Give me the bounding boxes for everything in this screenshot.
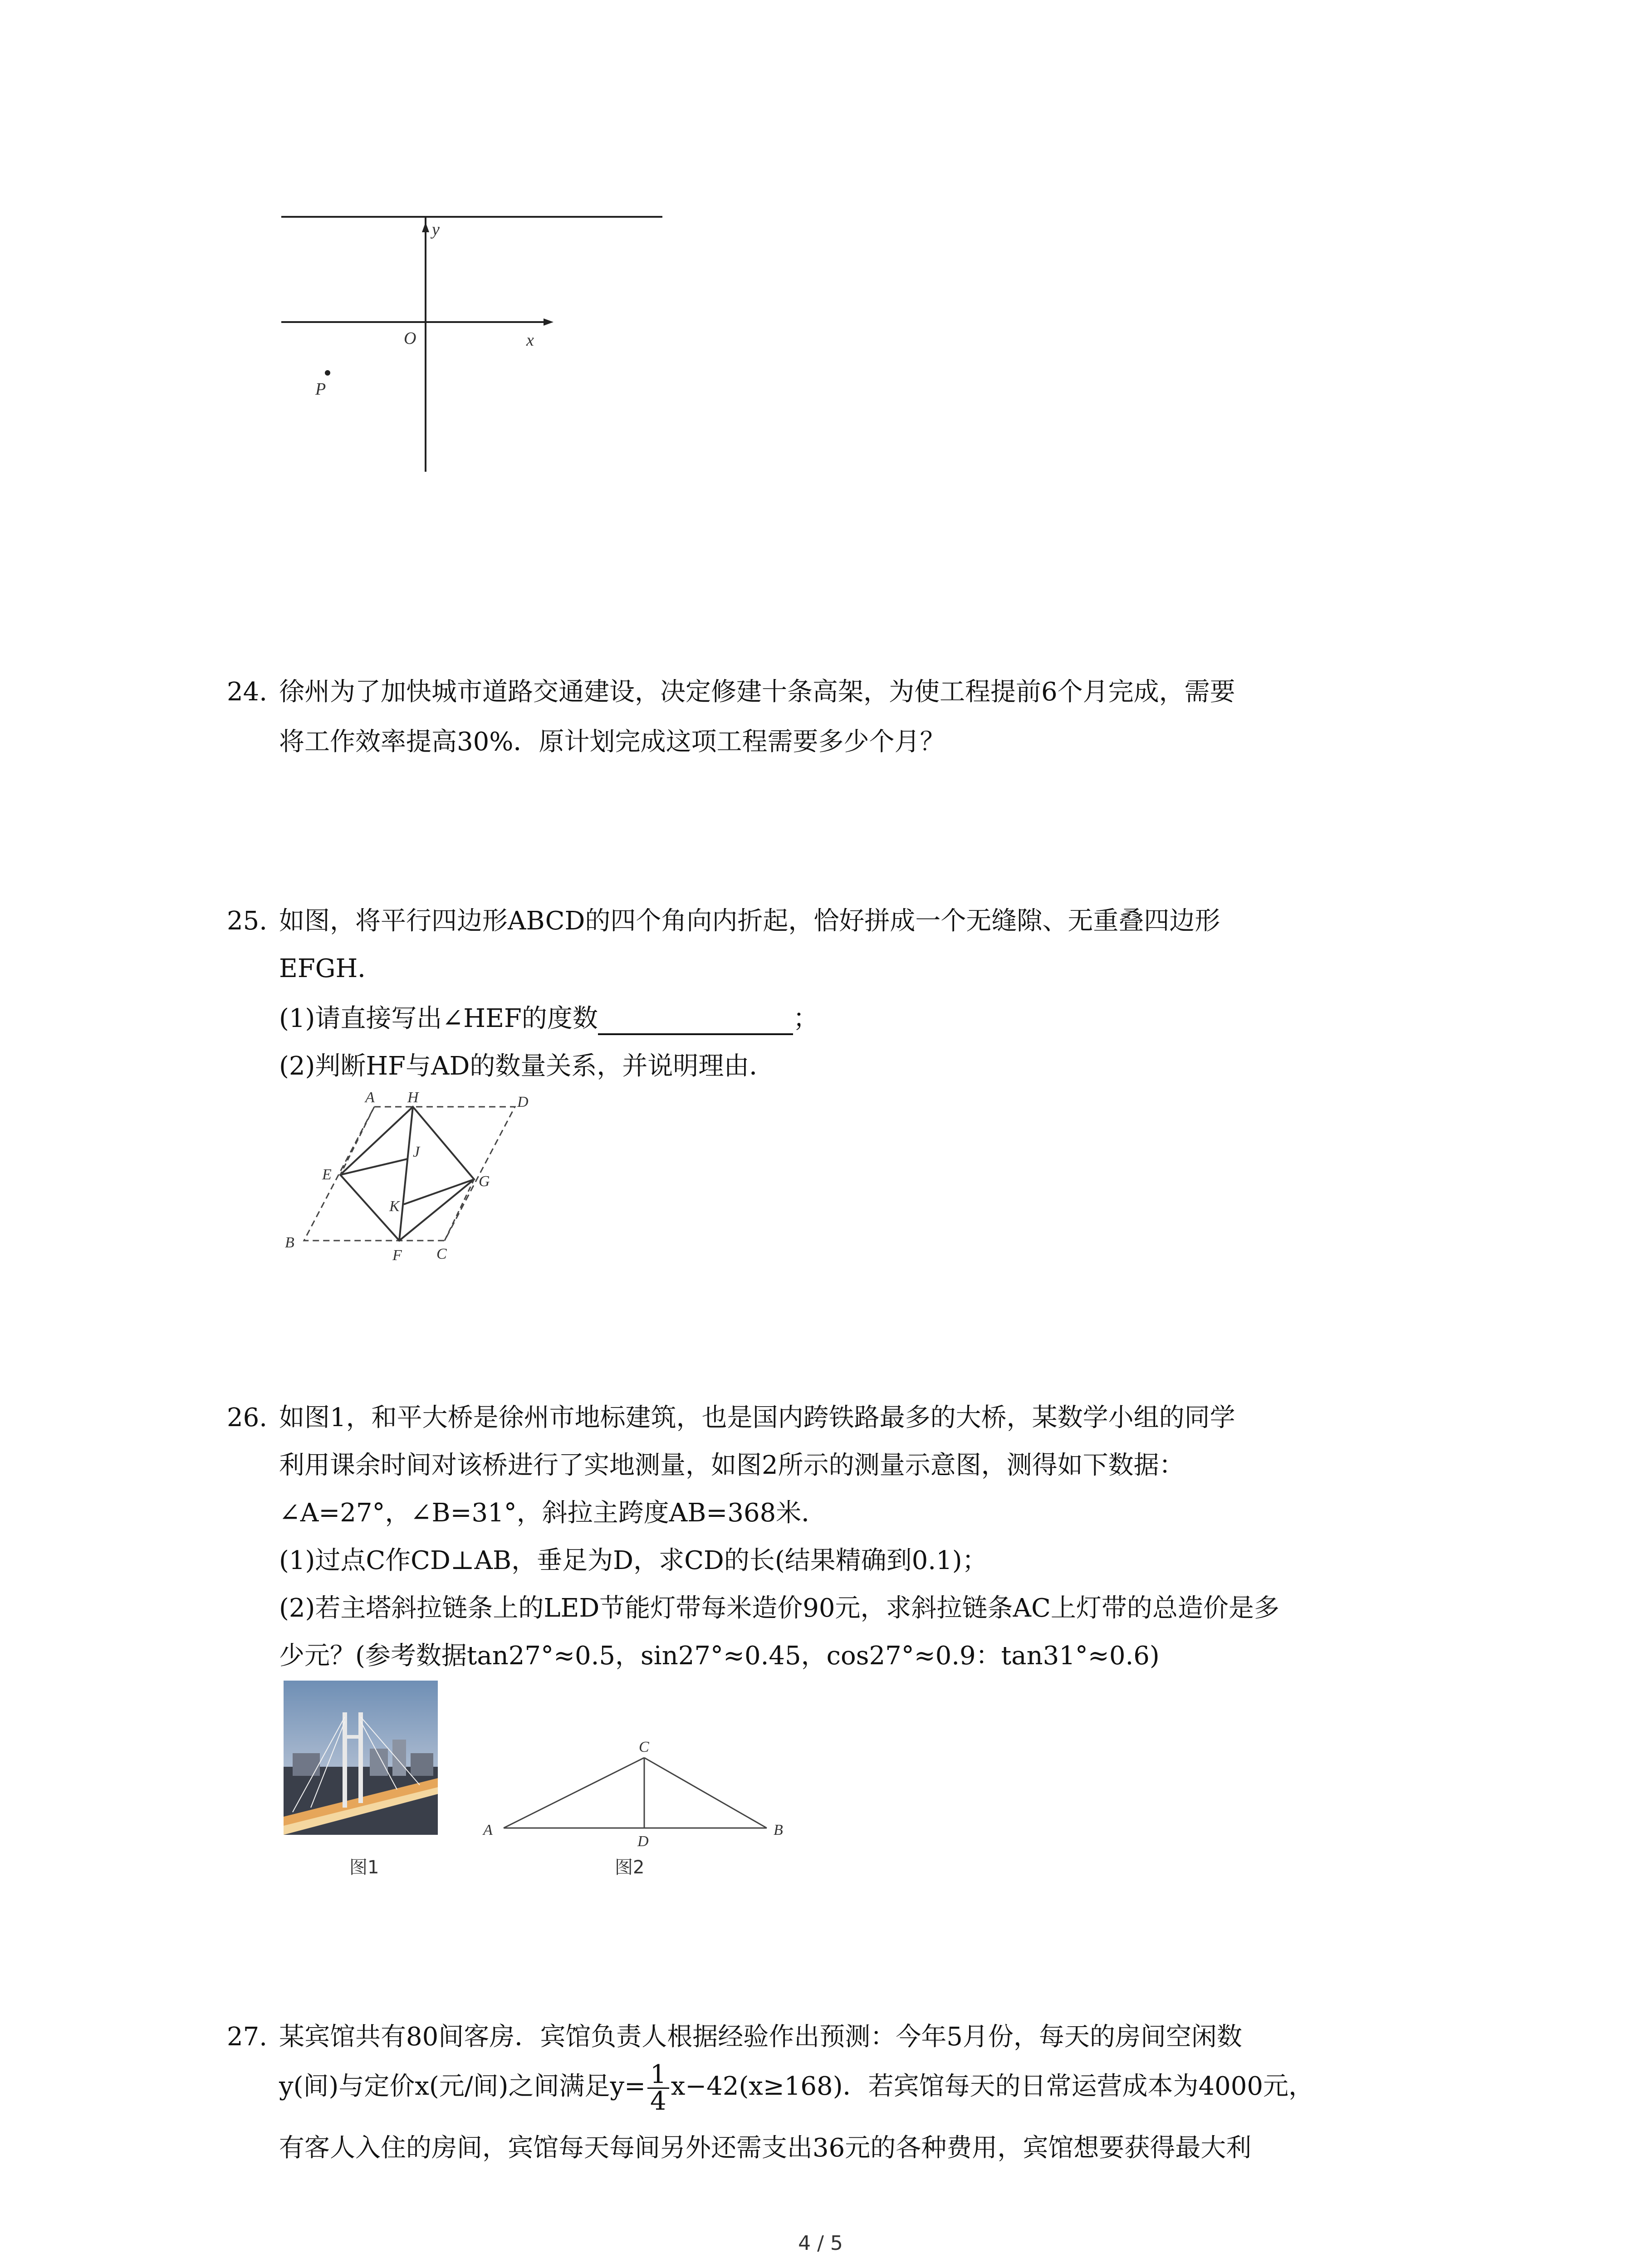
- question-part-1: (1)过点C作CD⊥AB，垂足为D，求CD的长(结果精确到0.1)；: [279, 1546, 988, 1575]
- question-text: 徐州为了加快城市道路交通建设，决定修建十条高架，为使工程提前6个月完成，需要: [279, 677, 1235, 707]
- question-text: EFGH．: [279, 954, 383, 983]
- question-text: 如图，将平行四边形ABCD的四个角向内折起，恰好拼成一个无缝隙、无重叠四边形: [279, 906, 1220, 936]
- page-number: 4 / 5: [798, 2232, 843, 2255]
- segment-gk: [404, 1179, 474, 1204]
- part-1-end: ；: [793, 1004, 818, 1033]
- question-text: 有客人入住的房间，宾馆每天每间另外还需支出36元的各种费用，宾馆想要获得最大利: [279, 2133, 1252, 2163]
- label-c: C: [639, 1739, 649, 1755]
- origin-label: O: [404, 329, 416, 348]
- label-c: C: [436, 1246, 447, 1262]
- fraction-numerator: 1: [647, 2062, 669, 2089]
- triangle-figure: [476, 1724, 794, 1855]
- question-text: 如图1，和平大桥是徐州市地标建筑，也是国内跨铁路最多的大桥，某数学小组的同学: [279, 1403, 1235, 1432]
- label-k: K: [389, 1198, 400, 1215]
- coordinate-figure: [272, 200, 681, 481]
- label-a: A: [365, 1089, 375, 1106]
- question-number: 26.: [227, 1403, 268, 1432]
- formula-suffix: x−42(x≥168)．若宾馆每天的日常运营成本为4000元，: [671, 2072, 1314, 2101]
- segment-bc: [644, 1758, 767, 1828]
- figure-1-caption: 图1: [349, 1857, 379, 1878]
- point-p: [325, 370, 330, 376]
- question-part-2: (2)判断HF与AD的数量关系，并说明理由．: [279, 1051, 775, 1081]
- label-h: H: [407, 1089, 419, 1106]
- segment-ej: [340, 1159, 407, 1175]
- label-b: B: [285, 1234, 294, 1251]
- x-axis-label: x: [526, 331, 534, 350]
- bridge-photo: [284, 1681, 438, 1835]
- figure-2-caption: 图2: [615, 1857, 645, 1878]
- answer-blank[interactable]: [598, 1008, 793, 1035]
- fraction-denominator: 4: [650, 2087, 666, 2116]
- question-part-2: (2)若主塔斜拉链条上的LED节能灯带每米造价90元，求斜拉链条AC上灯带的总造价是多: [279, 1593, 1279, 1623]
- label-g: G: [479, 1173, 490, 1190]
- segment-hf: [399, 1107, 413, 1241]
- label-d: D: [637, 1833, 649, 1850]
- question-part-1: [279, 1002, 818, 1035]
- question-text: 利用课余时间对该桥进行了实地测量，如图2所示的测量示意图，测得如下数据：: [279, 1451, 1185, 1480]
- question-number: 24.: [227, 677, 268, 707]
- label-a: A: [483, 1822, 493, 1838]
- part-1-prompt: (1)请直接写出∠HEF的度数: [279, 1004, 598, 1033]
- label-b: B: [774, 1822, 783, 1838]
- question-text: 某宾馆共有80间客房．宾馆负责人根据经验作出预测：今年5月份，每天的房间空闲数: [279, 2022, 1242, 2052]
- label-d: D: [517, 1094, 529, 1110]
- fold-line: [340, 1107, 374, 1175]
- question-number: 25.: [227, 906, 268, 936]
- question-text: [279, 2062, 1314, 2114]
- label-j: J: [413, 1144, 420, 1160]
- segment-ac: [504, 1758, 644, 1828]
- y-axis-arrow: [422, 222, 429, 232]
- label-e: E: [322, 1166, 332, 1183]
- parallelogram-figure: [272, 1089, 554, 1270]
- question-text: 将工作效率提高30%．原计划完成这项工程需要多少个月？: [279, 727, 945, 757]
- question-text: ∠A=27°，∠B=31°，斜拉主跨度AB=368米．: [279, 1498, 827, 1528]
- question-part-2: 少元？(参考数据tan27°≈0.5，sin27°≈0.45，cos27°≈0.9：tan31°≈0.6): [279, 1641, 1160, 1671]
- x-axis-arrow: [544, 318, 554, 326]
- question-number: 27.: [227, 2022, 268, 2052]
- y-axis-label: y: [432, 220, 440, 239]
- fraction: [647, 2062, 669, 2114]
- formula-prefix: y(间)与定价x(元/间)之间满足y=: [279, 2072, 646, 2101]
- point-p-label: P: [315, 380, 326, 399]
- label-f: F: [392, 1247, 402, 1264]
